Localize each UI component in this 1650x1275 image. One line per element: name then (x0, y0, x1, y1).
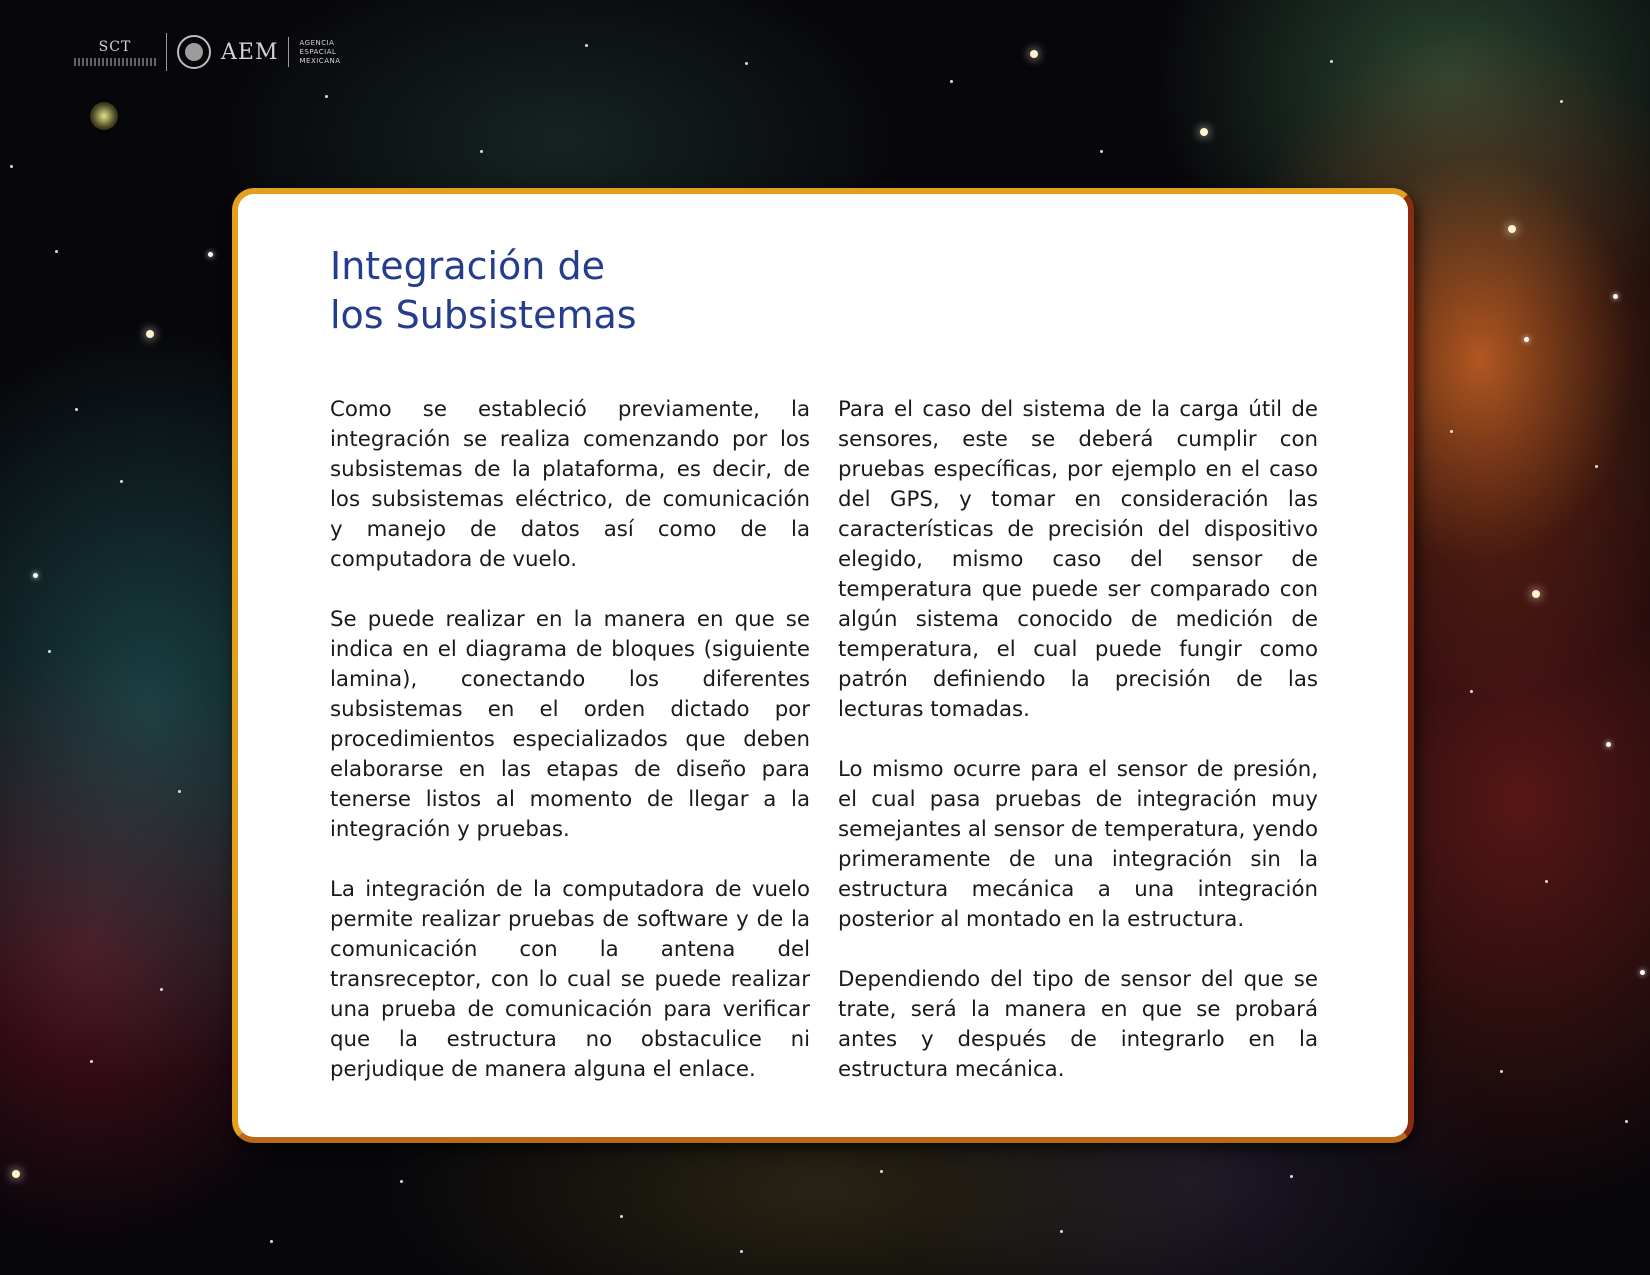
star (160, 988, 163, 991)
sct-logo-subtitle (74, 58, 156, 66)
star (1470, 690, 1473, 693)
star (12, 1170, 20, 1178)
sct-logo (74, 39, 156, 66)
star (1625, 1120, 1628, 1123)
star (1450, 430, 1453, 433)
star (1100, 150, 1103, 153)
star (740, 1250, 743, 1253)
paragraph: Para el caso del sistema de la carga útil de sensores, este se deberá cumplir con pruebas específicas, por ejemplo en el caso del GPS, y tomar en consideración las características de precisión del dispositivo elegido, mismo caso del sensor de temperatura que puede ser comparado con algún sistema conocido de medición de temperatura, el cual puede fungir como patrón definiendo la precisión de las lecturas tomadas. (838, 397, 1318, 722)
star (48, 650, 51, 653)
star (1290, 1175, 1293, 1178)
agency-line: MEXICANA (299, 56, 341, 65)
star (745, 62, 748, 65)
star (1524, 337, 1529, 342)
star (1508, 225, 1516, 233)
star (1532, 590, 1540, 598)
agency-name (299, 39, 340, 66)
star (90, 1060, 93, 1063)
star (270, 1240, 273, 1243)
paragraph: Lo mismo ocurre para el sensor de presión, el cual pasa pruebas de integración muy semejantes al sensor de temperatura, yendo primeramente de una integración sin la estructura mecánica a una integración posterior al montado en la estructura. (838, 757, 1318, 932)
paragraph: Se puede realizar en la manera en que se indica en el diagrama de bloques (siguiente lamina), conectando los diferentes subsistemas en el orden dictado por procedimientos especializados que deben elaborarse en las etapas de diseño para tenerse listos al momento de llegar a la integración y pruebas. (330, 607, 810, 842)
paragraph: Dependiendo del tipo de sensor del que se trate, será la manera en que se probará antes y después de integrarlo en la estructura mecánica. (838, 967, 1318, 1082)
star (75, 408, 78, 411)
star (146, 330, 154, 338)
logo-divider (288, 37, 289, 67)
aem-logo-text: AEM (221, 39, 279, 65)
star (1330, 60, 1333, 63)
slide-title-line: Integración de (330, 244, 605, 288)
star (1640, 970, 1645, 975)
slide-title-line: los Subsistemas (330, 293, 637, 337)
star (55, 250, 58, 253)
star (208, 252, 213, 257)
star (1545, 880, 1548, 883)
star (1560, 100, 1563, 103)
star (120, 480, 123, 483)
star (950, 80, 953, 83)
star (880, 1170, 883, 1173)
star (1500, 1070, 1503, 1073)
star (1200, 128, 1208, 136)
paragraph: Como se estableció previamente, la integración se realiza comenzando por los subsistemas de la plataforma, es decir, de los subsistemas eléctrico, de comunicación y manejo de datos así como de la computadora de vuelo. (330, 397, 810, 572)
star (1060, 1230, 1063, 1233)
slide-title (330, 242, 637, 340)
star (178, 790, 181, 793)
agency-line: ESPACIAL (299, 47, 337, 56)
left-column (330, 395, 810, 1115)
star (620, 1215, 623, 1218)
star (1595, 465, 1598, 468)
star (325, 95, 328, 98)
paragraph: La integración de la computadora de vuelo permite realizar pruebas de software y de la comunicación con la antena del transreceptor, con lo cual se puede realizar una prueba de comunicación para verificar que la estructura no obstaculice ni perjudique de manera alguna el enlace. (330, 877, 810, 1082)
content-card (232, 188, 1414, 1143)
sct-logo-text: SCT (98, 38, 132, 55)
star (10, 165, 13, 168)
institution-logos (74, 30, 341, 74)
star (400, 1180, 403, 1183)
agency-line: AGENCIA (299, 38, 335, 47)
right-column (838, 395, 1318, 1115)
logo-divider (166, 33, 167, 71)
star (1606, 742, 1611, 747)
glow-orb (90, 102, 118, 130)
star (1613, 294, 1618, 299)
star (1030, 50, 1038, 58)
star (33, 573, 38, 578)
star (480, 150, 483, 153)
mexico-seal-icon (177, 35, 211, 69)
star (585, 44, 588, 47)
